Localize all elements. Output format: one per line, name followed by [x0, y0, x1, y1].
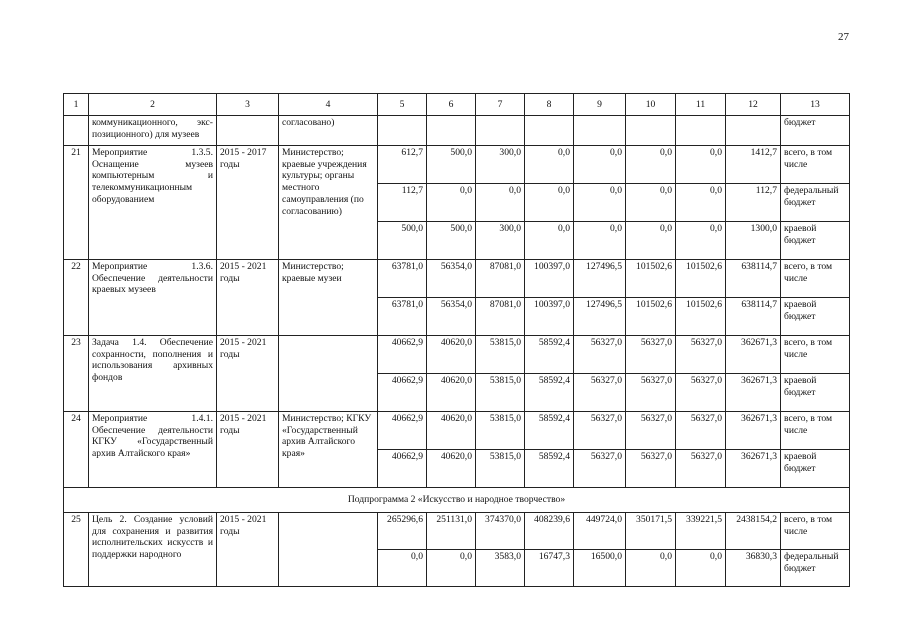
amount-cell: 612,7	[378, 146, 427, 184]
amount-cell: 53815,0	[476, 336, 525, 374]
amount-cell: 56327,0	[574, 412, 626, 450]
funding-source: краевой бюджет	[781, 298, 850, 336]
column-header: 9	[574, 94, 626, 116]
amount-cell: 0,0	[626, 146, 676, 184]
amount-cell: 374370,0	[476, 513, 525, 550]
amount-cell: 408239,6	[525, 513, 574, 550]
funding-source: краевой бюджет	[781, 450, 850, 488]
amount-cell	[378, 116, 427, 146]
amount-cell: 0,0	[676, 184, 726, 222]
funding-source: федеральный бюджет	[781, 550, 850, 587]
executor: Министерство; краевые музеи	[279, 260, 378, 336]
amount-cell: 56327,0	[574, 374, 626, 412]
page-number: 27	[838, 31, 849, 43]
amount-cell: 2438154,2	[726, 513, 781, 550]
amount-cell: 0,0	[525, 222, 574, 260]
period: 2015 - 2017 годы	[217, 146, 279, 260]
row-number: 25	[64, 513, 89, 587]
column-header: 7	[476, 94, 525, 116]
amount-cell: 101502,6	[676, 260, 726, 298]
funding-source: краевой бюджет	[781, 374, 850, 412]
amount-cell: 16747,3	[525, 550, 574, 587]
table-row	[64, 336, 850, 374]
amount-cell: 63781,0	[378, 260, 427, 298]
amount-cell: 0,0	[676, 550, 726, 587]
table-row	[64, 116, 850, 146]
amount-cell: 362671,3	[726, 336, 781, 374]
column-header: 2	[89, 94, 217, 116]
amount-cell: 16500,0	[574, 550, 626, 587]
column-header: 8	[525, 94, 574, 116]
amount-cell: 101502,6	[676, 298, 726, 336]
row-number: 24	[64, 412, 89, 488]
period: 2015 - 2021 годы	[217, 336, 279, 412]
amount-cell: 100397,0	[525, 260, 574, 298]
row-number	[64, 116, 89, 146]
amount-cell: 87081,0	[476, 298, 525, 336]
amount-cell	[476, 116, 525, 146]
amount-cell	[626, 116, 676, 146]
amount-cell: 40620,0	[427, 374, 476, 412]
table-row	[64, 513, 850, 550]
amount-cell: 3583,0	[476, 550, 525, 587]
amount-cell: 1300,0	[726, 222, 781, 260]
amount-cell: 0,0	[676, 222, 726, 260]
amount-cell: 638114,7	[726, 260, 781, 298]
amount-cell: 300,0	[476, 146, 525, 184]
amount-cell: 0,0	[427, 550, 476, 587]
amount-cell: 101502,6	[626, 260, 676, 298]
amount-cell: 1412,7	[726, 146, 781, 184]
amount-cell: 127496,5	[574, 260, 626, 298]
amount-cell: 40662,9	[378, 412, 427, 450]
amount-cell	[525, 116, 574, 146]
activity-name: коммуникационного, экс-позиционного) для музеев	[89, 116, 217, 146]
period: 2015 - 2021 годы	[217, 412, 279, 488]
amount-cell: 56327,0	[626, 412, 676, 450]
funding-source: бюджет	[781, 116, 850, 146]
amount-cell: 40662,9	[378, 336, 427, 374]
amount-cell: 0,0	[626, 184, 676, 222]
funding-source: краевой бюджет	[781, 222, 850, 260]
activity-name: Цель 2. Создание условий для сохранения и развития исполнительских искусств и поддержки народного	[89, 513, 217, 587]
amount-cell: 56327,0	[676, 374, 726, 412]
amount-cell	[676, 116, 726, 146]
amount-cell: 0,0	[378, 550, 427, 587]
amount-cell: 0,0	[626, 222, 676, 260]
amount-cell: 0,0	[427, 184, 476, 222]
amount-cell: 265296,6	[378, 513, 427, 550]
executor: Министерство; КГКУ «Государственный архив Алтайского края»	[279, 412, 378, 488]
amount-cell: 300,0	[476, 222, 525, 260]
period: 2015 - 2021 годы	[217, 513, 279, 587]
amount-cell: 40662,9	[378, 450, 427, 488]
amount-cell: 500,0	[427, 146, 476, 184]
budget-table	[63, 93, 850, 587]
amount-cell: 0,0	[574, 146, 626, 184]
table-row	[64, 412, 850, 450]
activity-name: Мероприятие 1.3.6. Обеспечение деятельности краевых музеев	[89, 260, 217, 336]
amount-cell: 101502,6	[626, 298, 676, 336]
executor	[279, 513, 378, 587]
amount-cell: 362671,3	[726, 450, 781, 488]
funding-source: всего, в том числе	[781, 336, 850, 374]
amount-cell: 58592,4	[525, 412, 574, 450]
amount-cell: 449724,0	[574, 513, 626, 550]
amount-cell: 40662,9	[378, 374, 427, 412]
column-header: 5	[378, 94, 427, 116]
column-header: 10	[626, 94, 676, 116]
column-header: 4	[279, 94, 378, 116]
amount-cell: 53815,0	[476, 374, 525, 412]
amount-cell	[574, 116, 626, 146]
subprogram-title: Подпрограмма 2 «Искусство и народное творчество»	[64, 488, 850, 513]
row-number: 22	[64, 260, 89, 336]
amount-cell: 638114,7	[726, 298, 781, 336]
activity-name: Мероприятие 1.4.1. Обеспечение деятельности КГКУ «Государственный архив Алтайского края»	[89, 412, 217, 488]
amount-cell: 53815,0	[476, 450, 525, 488]
amount-cell: 56354,0	[427, 298, 476, 336]
amount-cell	[726, 116, 781, 146]
amount-cell: 100397,0	[525, 298, 574, 336]
amount-cell: 56327,0	[626, 336, 676, 374]
amount-cell: 87081,0	[476, 260, 525, 298]
amount-cell: 56354,0	[427, 260, 476, 298]
amount-cell: 63781,0	[378, 298, 427, 336]
funding-source: всего, в том числе	[781, 260, 850, 298]
amount-cell: 0,0	[525, 184, 574, 222]
amount-cell: 0,0	[574, 184, 626, 222]
column-header: 11	[676, 94, 726, 116]
activity-name: Мероприятие 1.3.5. Оснащение музеев компьютерным и телекоммуникационным оборудованием	[89, 146, 217, 260]
row-number: 21	[64, 146, 89, 260]
funding-source: всего, в том числе	[781, 146, 850, 184]
amount-cell: 350171,5	[626, 513, 676, 550]
amount-cell: 56327,0	[676, 412, 726, 450]
header-row	[64, 94, 850, 116]
amount-cell: 500,0	[378, 222, 427, 260]
amount-cell: 339221,5	[676, 513, 726, 550]
executor	[279, 336, 378, 412]
period: 2015 - 2021 годы	[217, 260, 279, 336]
amount-cell: 0,0	[574, 222, 626, 260]
column-header: 1	[64, 94, 89, 116]
amount-cell: 58592,4	[525, 336, 574, 374]
amount-cell: 0,0	[476, 184, 525, 222]
column-header: 13	[781, 94, 850, 116]
amount-cell: 56327,0	[676, 450, 726, 488]
activity-name: Задача 1.4. Обеспечение сохранности, пополнения и использования архивных фондов	[89, 336, 217, 412]
amount-cell: 362671,3	[726, 412, 781, 450]
amount-cell: 500,0	[427, 222, 476, 260]
amount-cell: 251131,0	[427, 513, 476, 550]
amount-cell: 56327,0	[574, 450, 626, 488]
executor: Министерство; краевые учреждения культуры; органы местного самоуправления (по согласованию)	[279, 146, 378, 260]
amount-cell: 53815,0	[476, 412, 525, 450]
amount-cell: 0,0	[525, 146, 574, 184]
amount-cell: 0,0	[676, 146, 726, 184]
subprogram-row	[64, 488, 850, 513]
amount-cell: 56327,0	[626, 374, 676, 412]
amount-cell: 56327,0	[676, 336, 726, 374]
amount-cell: 40620,0	[427, 336, 476, 374]
amount-cell: 40620,0	[427, 450, 476, 488]
table-row	[64, 146, 850, 184]
amount-cell: 40620,0	[427, 412, 476, 450]
amount-cell: 36830,3	[726, 550, 781, 587]
amount-cell: 362671,3	[726, 374, 781, 412]
period	[217, 116, 279, 146]
amount-cell: 112,7	[378, 184, 427, 222]
amount-cell: 58592,4	[525, 374, 574, 412]
funding-source: федеральный бюджет	[781, 184, 850, 222]
column-header: 6	[427, 94, 476, 116]
amount-cell: 0,0	[626, 550, 676, 587]
amount-cell: 56327,0	[574, 336, 626, 374]
amount-cell: 56327,0	[626, 450, 676, 488]
column-header: 3	[217, 94, 279, 116]
row-number: 23	[64, 336, 89, 412]
funding-source: всего, в том числе	[781, 412, 850, 450]
amount-cell: 112,7	[726, 184, 781, 222]
funding-source: всего, в том числе	[781, 513, 850, 550]
amount-cell: 127496,5	[574, 298, 626, 336]
executor: согласовано)	[279, 116, 378, 146]
column-header: 12	[726, 94, 781, 116]
amount-cell	[427, 116, 476, 146]
table-row	[64, 260, 850, 298]
amount-cell: 58592,4	[525, 450, 574, 488]
